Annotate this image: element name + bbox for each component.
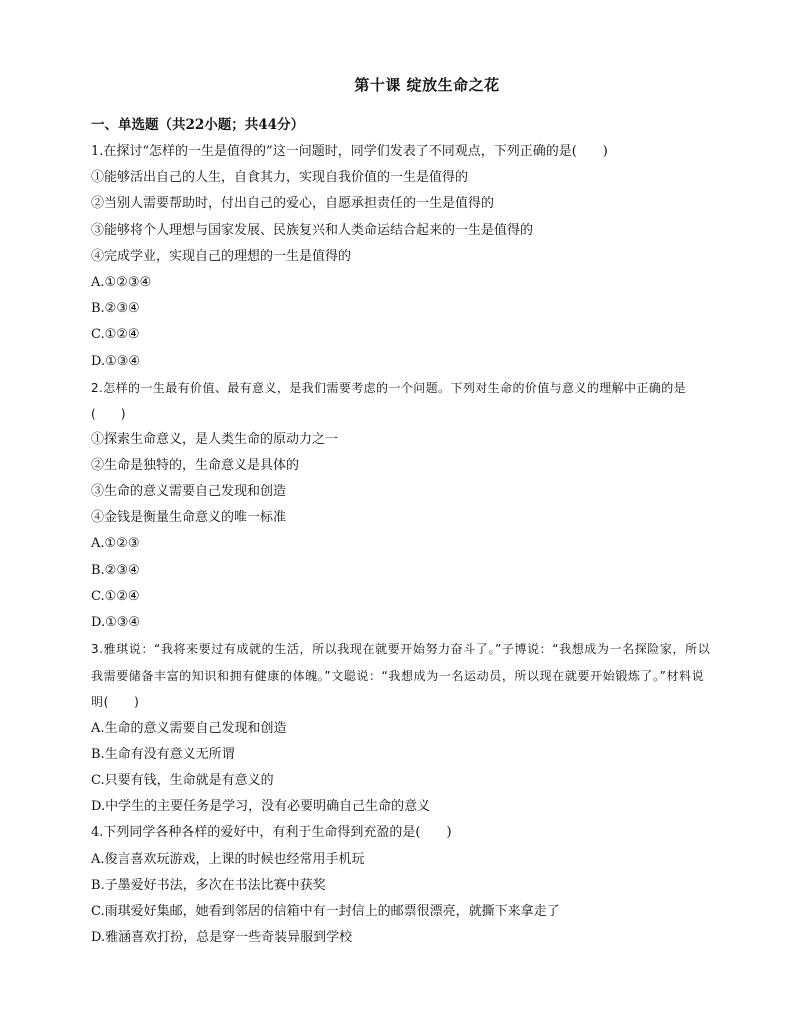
option-a: A.俊言喜欢玩游戏，上课的时候也经常用手机玩 — [91, 851, 365, 867]
option-b: B.②③④ — [91, 562, 140, 578]
question-1 — [91, 139, 711, 375]
question-stem: 2.怎样的一生最有价值、最有意义，是我们需要考虑的一个问题。下列对生命的价值与意义的理解中正确的是( ) — [91, 380, 687, 421]
statement-item: ②生命是独特的，生命意义是具体的 — [91, 457, 300, 473]
page-title: 第十课 绽放生命之花 — [354, 76, 500, 94]
option-b: B.子墨爱好书法，多次在书法比赛中获奖 — [91, 877, 326, 893]
statement-item: ④金钱是衡量生命意义的唯一标准 — [91, 510, 287, 526]
document-content — [91, 112, 711, 951]
question-stem: 3.雅琪说：“我将来要过有成就的生活，所以我现在就要开始努力奋斗了。”子博说：“我想成为一名探险家，所以我需要储备丰富的知识和拥有健康的体魄。”文聪说：“我想成为一名运动员，所以现在就要开始锻炼了。”材料说明( ) — [91, 642, 711, 710]
option-b: B.②③④ — [91, 301, 140, 317]
statement-item: ①能够活出自己的人生，自食其力，实现自我价值的一生是值得的 — [91, 170, 469, 186]
option-d: D.中学生的主要任务是学习，没有必要明确自己生命的意义 — [91, 799, 431, 815]
statement-item: ③能够将个人理想与国家发展、民族复兴和人类命运结合起来的一生是值得的 — [91, 222, 534, 238]
option-c: C.只要有钱，生命就是有意义的 — [91, 773, 274, 789]
question-2 — [91, 375, 711, 637]
option-c: C.①②④ — [91, 588, 140, 604]
option-d: D.雅涵喜欢打扮，总是穿一些奇装异服到学校 — [91, 930, 353, 946]
option-b: B.生命有没有意义无所谓 — [91, 746, 235, 762]
section-heading: 一、单选题（共22小题；共44分） — [91, 117, 305, 133]
statement-item: ④完成学业，实现自己的理想的一生是值得的 — [91, 248, 352, 264]
question-stem: 1.在探讨“怎样的一生是值得的”这一问题时，同学们发表了不同观点，下列正确的是( ) — [91, 144, 608, 159]
question-3 — [91, 636, 711, 820]
option-d: D.①③④ — [91, 615, 141, 630]
statement-item: ②当别人需要帮助时，付出自己的爱心，自愿承担责任的一生是值得的 — [91, 196, 495, 212]
statement-item: ③生命的意义需要自己发现和创造 — [91, 484, 287, 500]
statement-item: ①探索生命意义，是人类生命的原动力之一 — [91, 431, 339, 447]
question-stem: 4.下列同学各种各样的爱好中，有利于生命得到充盈的是( ) — [91, 825, 452, 841]
option-a: A.①②③④ — [91, 274, 152, 290]
option-c: C.雨琪爱好集邮，她看到邻居的信箱中有一封信上的邮票很漂亮，就撕下来拿走了 — [91, 904, 560, 919]
option-a: A.生命的意义需要自己发现和创造 — [91, 720, 287, 736]
option-d: D.①③④ — [91, 353, 141, 369]
question-4 — [91, 820, 711, 951]
option-c: C.①②④ — [91, 327, 140, 343]
option-a: A.①②③ — [91, 536, 140, 552]
